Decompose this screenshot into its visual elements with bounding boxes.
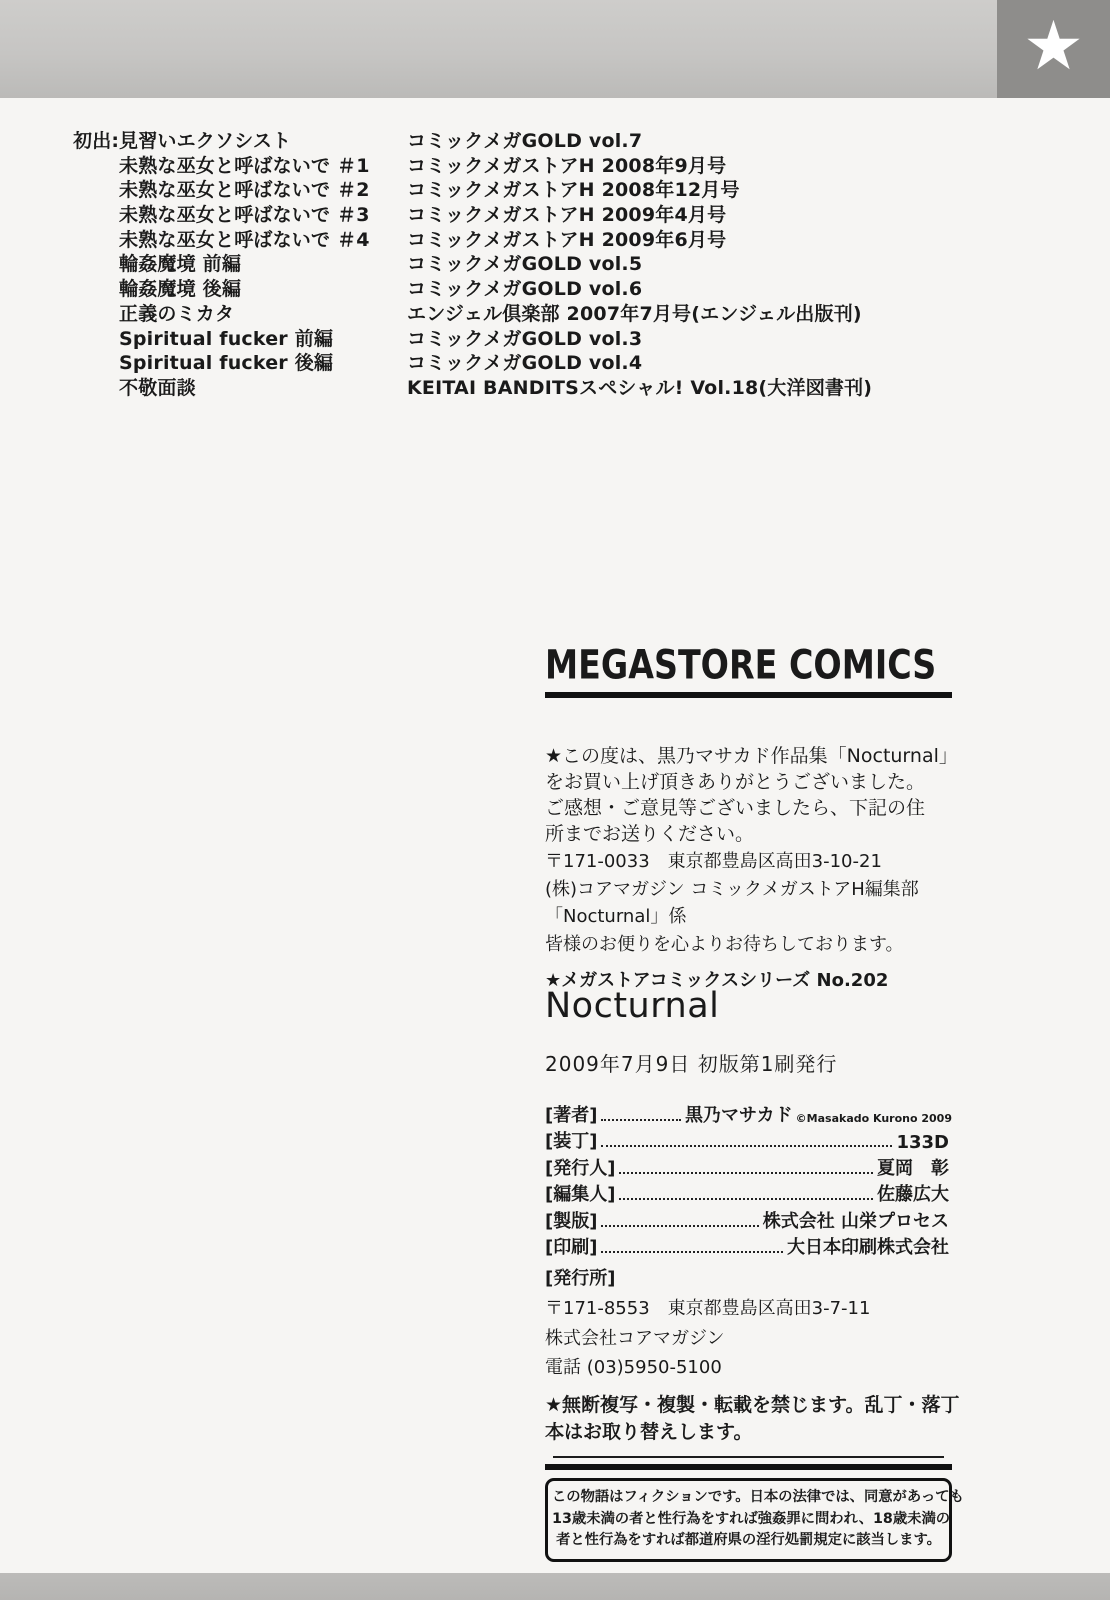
credit-row xyxy=(545,1153,952,1180)
publication-source: コミックメガGOLD vol.4 xyxy=(407,352,643,375)
publication-source: コミックメガストアH 2008年12月号 xyxy=(407,179,740,202)
thanks-line: ★この度は、黒乃マサカド作品集「Nocturnal」 xyxy=(545,745,958,767)
publication-source: コミックメガGOLD vol.6 xyxy=(407,278,643,301)
top-decor-bar xyxy=(0,0,1110,98)
credit-value: 大日本印刷株式会社 xyxy=(787,1237,949,1258)
disclaimer-line: この物語はフィクションです。日本の法律では、同意があっても xyxy=(552,1489,964,1505)
await-letters-line: 皆様のお便りを心よりお待ちしております。 xyxy=(545,934,904,955)
credit-row xyxy=(545,1127,952,1154)
work-title: 正義のミカタ xyxy=(119,302,235,325)
credit-row xyxy=(545,1206,952,1233)
publication-source: コミックメガストアH 2009年4月号 xyxy=(407,204,727,227)
credit-label: [編集人] xyxy=(545,1184,616,1205)
credit-value: 133D xyxy=(896,1132,949,1153)
credit-value: 佐藤広大 xyxy=(877,1184,949,1205)
editorial-address xyxy=(545,848,952,931)
work-title: 輪姦魔境 後編 xyxy=(119,278,242,301)
dot-leader xyxy=(601,1119,681,1121)
publisher-info xyxy=(545,1294,952,1383)
address-line: (株)コアマガジン コミックメガストアH編集部 xyxy=(545,878,919,900)
work-title: 見習いエクソシスト xyxy=(119,130,292,152)
publication-row xyxy=(73,200,872,225)
work-title: 不敬面談 xyxy=(119,376,196,399)
work-title: 未熟な巫女と呼ばないで ＃4 xyxy=(119,228,370,251)
credits-list xyxy=(545,1100,952,1259)
copy-prohibition-notice xyxy=(545,1392,960,1446)
star-icon: ★ xyxy=(1023,7,1084,86)
publication-row xyxy=(73,274,872,299)
credit-label: [装丁] xyxy=(545,1131,598,1152)
fiction-disclaimer-box xyxy=(545,1478,964,1562)
publisher-logo-text: MEGASTORE COMICS xyxy=(545,641,937,689)
publication-source: エンジェル倶楽部 2007年7月号(エンジェル出版刊) xyxy=(407,302,862,325)
credit-label: [発行人] xyxy=(545,1157,616,1179)
thin-divider xyxy=(553,1456,944,1458)
notice-line: ★無断複写・複製・転載を禁じます。乱丁・落丁 xyxy=(545,1394,960,1416)
thanks-line: をお買い上げ頂きありがとうございました。 xyxy=(545,771,926,793)
publisher-line: 電話 (03)5950-5100 xyxy=(545,1357,722,1378)
dot-leader xyxy=(601,1225,758,1227)
publication-row xyxy=(73,348,872,373)
credit-value: 黒乃マサカド xyxy=(685,1104,793,1126)
print-date-line: 2009年7月9日 初版第1刷発行 xyxy=(545,1052,838,1076)
publication-row xyxy=(73,373,872,398)
credit-row xyxy=(545,1100,952,1127)
credit-label: [製版] xyxy=(545,1210,598,1232)
bottom-decor-bar xyxy=(0,1573,1110,1600)
credit-value: 株式会社 山栄プロセス xyxy=(762,1210,949,1232)
work-title: 未熟な巫女と呼ばないで ＃1 xyxy=(119,154,370,177)
colophon-block xyxy=(545,641,964,1598)
star-block xyxy=(997,0,1110,98)
publication-source: コミックメガGOLD vol.3 xyxy=(407,327,643,350)
credit-row xyxy=(545,1180,952,1207)
thanks-paragraph xyxy=(545,743,958,847)
dot-leader xyxy=(619,1198,873,1200)
thanks-line: 所までお送りください。 xyxy=(545,823,755,845)
dot-leader xyxy=(619,1172,873,1174)
publication-row xyxy=(73,249,872,274)
work-title: 未熟な巫女と呼ばないで ＃2 xyxy=(119,179,370,202)
publisher-line: 株式会社コアマガジン xyxy=(545,1327,725,1349)
book-title: Nocturnal xyxy=(545,986,720,1026)
credit-row xyxy=(545,1233,952,1260)
thick-divider xyxy=(545,1464,952,1470)
series-number-line: ★メガストアコミックスシリーズ No.202 xyxy=(545,970,889,991)
credit-label: [印刷] xyxy=(545,1237,598,1258)
work-title: 未熟な巫女と呼ばないで ＃3 xyxy=(119,204,370,227)
publication-row xyxy=(73,324,872,349)
list-prefix: 初出: xyxy=(73,130,120,152)
publication-source: コミックメガGOLD vol.5 xyxy=(407,253,643,276)
publisher-line: 〒171-8553 東京都豊島区高田3-7-11 xyxy=(545,1298,871,1319)
thanks-line: ご感想・ご意見等ございましたら、下記の住 xyxy=(545,797,926,819)
publisher-logo xyxy=(545,641,952,698)
dot-leader xyxy=(601,1251,783,1253)
credit-label: [著者] xyxy=(545,1104,598,1126)
publication-row xyxy=(73,299,872,324)
publication-row xyxy=(73,126,872,151)
publication-source: KEITAI BANDITSスペシャル! Vol.18(大洋図書刊) xyxy=(407,376,873,399)
publication-source: コミックメガストアH 2009年6月号 xyxy=(407,228,727,251)
address-line: 〒171-0033 東京都豊島区高田3-10-21 xyxy=(545,851,882,872)
copyright-note: ©Masakado Kurono 2009 xyxy=(795,1111,952,1125)
publication-source: コミックメガGOLD vol.7 xyxy=(407,130,643,152)
work-title: 輪姦魔境 前編 xyxy=(119,253,242,276)
dot-leader xyxy=(601,1145,892,1147)
publisher-section-label: [発行所] xyxy=(545,1268,616,1289)
work-title: Spiritual fucker 前編 xyxy=(119,327,334,350)
work-title: Spiritual fucker 後編 xyxy=(119,352,334,375)
first-publication-list xyxy=(73,126,872,398)
publication-row xyxy=(73,151,872,176)
disclaimer-line: 者と性行為をすれば都道府県の淫行処罰規定に該当します。 xyxy=(556,1532,941,1548)
publication-source: コミックメガストアH 2008年9月号 xyxy=(407,154,727,177)
publication-row xyxy=(73,175,872,200)
disclaimer-line: 13歳未満の者と性行為をすれば強姦罪に問われ、18歳未満の xyxy=(552,1510,951,1527)
address-line: 「Nocturnal」係 xyxy=(545,906,687,927)
notice-line: 本はお取り替えします。 xyxy=(545,1421,753,1443)
credit-value: 夏岡 彰 xyxy=(877,1157,949,1179)
publication-row xyxy=(73,225,872,250)
